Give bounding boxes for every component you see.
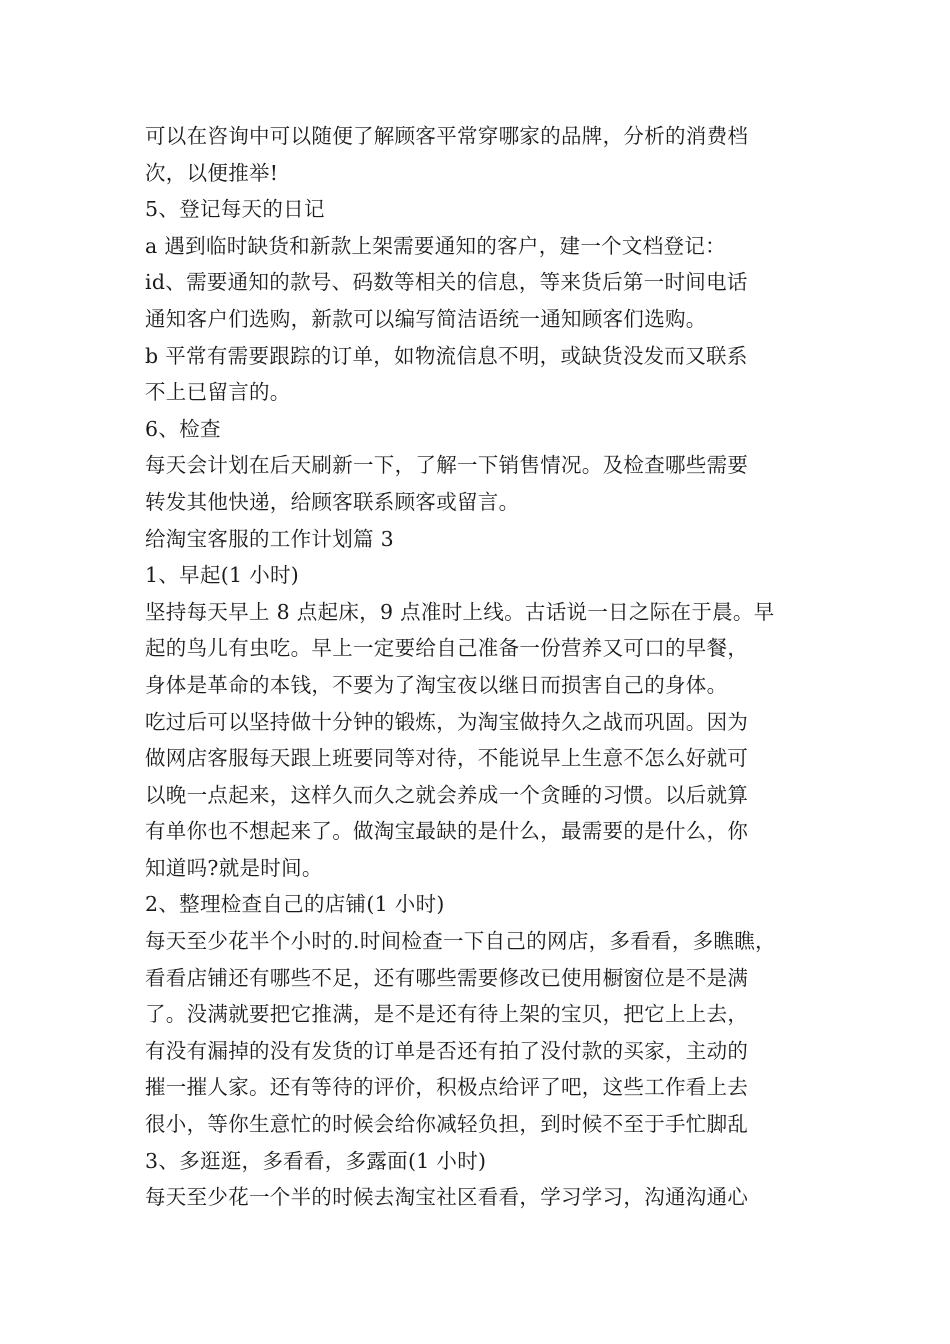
text-line: 吃过后可以坚持做十分钟的锻炼，为淘宝做持久之战而巩固。因为: [145, 709, 749, 734]
text-line: 每天会计划在后天刷新一下，了解一下销售情况。及检查哪些需要: [145, 453, 749, 478]
section-heading: 2、整理检查自己的店铺(1 小时): [145, 892, 445, 917]
section-heading: 5、登记每天的日记: [145, 197, 325, 222]
text-line: id、需要通知的款号、码数等相关的信息，等来货后第一时间电话: [145, 270, 748, 295]
text-line: 转发其他快递，给顾客联系顾客或留言。: [145, 489, 520, 514]
text-line: b 平常有需要跟踪的订单，如物流信息不明，或缺货没发而又联系: [145, 343, 748, 368]
section-heading: 3、多逛逛，多看看，多露面(1 小时): [145, 1148, 487, 1173]
text-line: 有没有漏掉的没有发货的订单是否还有拍了没付款的买家，主动的: [145, 1038, 749, 1063]
text-line: 知道吗?就是时间。: [145, 855, 323, 880]
text-line: 坚持每天早上 8 点起床，9 点准时上线。古话说一日之际在于晨。早: [145, 599, 775, 624]
text-line: 通知客户们选购，新款可以编写简洁语统一通知顾客们选购。: [145, 306, 707, 331]
text-line: 看看店铺还有哪些不足，还有哪些需要修改已使用橱窗位是不是满: [145, 965, 749, 990]
text-line: 身体是革命的本钱，不要为了淘宝夜以继日而损害自己的身体。: [145, 672, 728, 697]
text-line: 起的鸟儿有虫吃。早上一定要给自己准备一份营养又可口的早餐，: [145, 636, 749, 661]
article-title: 给淘宝客服的工作计划篇 3: [145, 526, 394, 551]
text-line: 摧一摧人家。还有等待的评价，积极点给评了吧，这些工作看上去: [145, 1075, 749, 1100]
text-line: 可以在咨询中可以随便了解顾客平常穿哪家的品牌，分析的消费档: [145, 124, 749, 148]
section-heading: 1、早起(1 小时): [145, 563, 300, 588]
text-line: 以晚一点起来，这样久而久之就会养成一个贪睡的习惯。以后就算: [145, 782, 749, 807]
text-line: 每天至少花半个小时的.时间检查一下自己的网店，多看看，多瞧瞧，: [145, 929, 776, 954]
text-line: 很小，等你生意忙的时候会给你减轻负担，到时候不至于手忙脚乱: [145, 1112, 749, 1137]
document-body: [145, 118, 815, 1216]
text-line: 了。没满就要把它推满，是不是还有待上架的宝贝，把它上上去，: [145, 1002, 749, 1027]
section-heading: 6、检查: [145, 416, 221, 441]
text-line: 做网店客服每天跟上班要同等对待，不能说早上生意不怎么好就可: [145, 746, 749, 771]
text-line: 每天至少花一个半的时候去淘宝社区看看，学习学习，沟通沟通心: [145, 1185, 749, 1210]
text-line: 不上已留言的。: [145, 380, 291, 405]
text-line: a 遇到临时缺货和新款上架需要通知的客户，建一个文档登记：: [145, 233, 726, 258]
text-line: 次，以便推举!: [145, 160, 279, 185]
text-line: 有单你也不想起来了。做淘宝最缺的是什么，最需要的是什么，你: [145, 819, 749, 844]
